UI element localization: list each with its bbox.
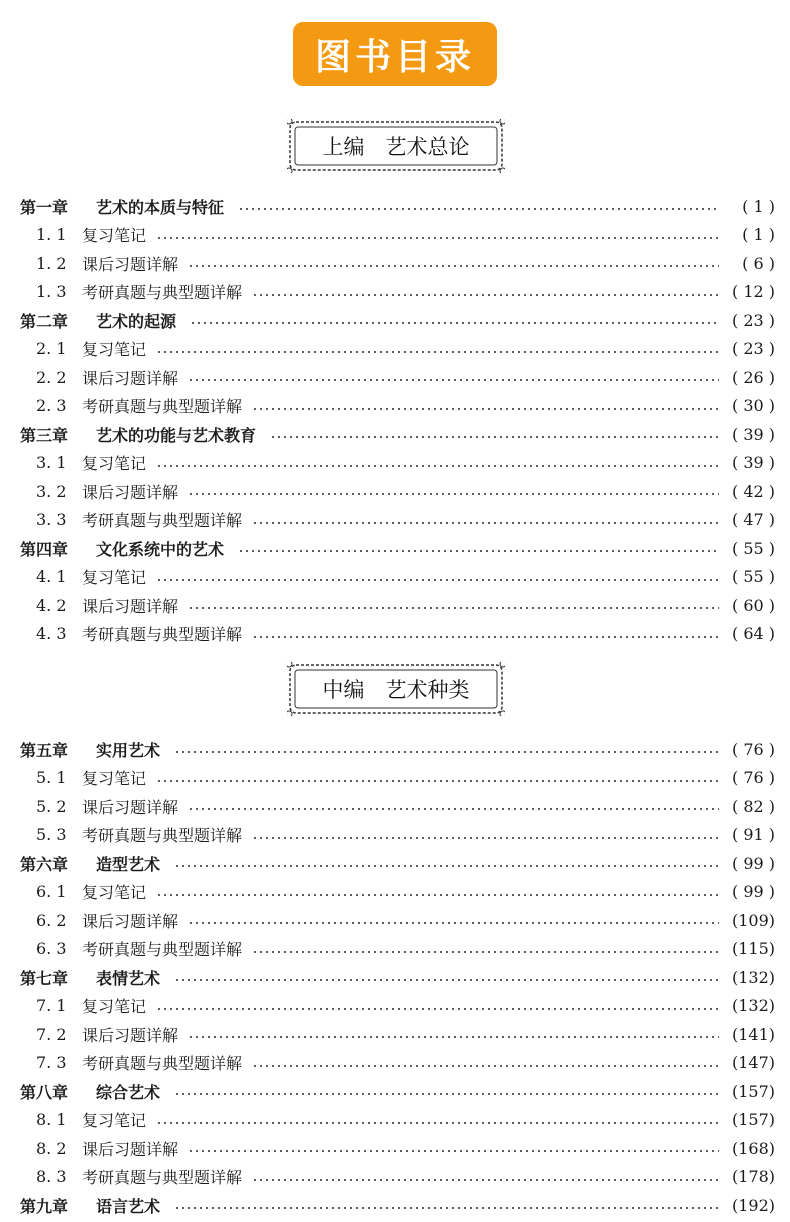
toc-part-upper	[20, 192, 775, 648]
section-title: 考研真题与典型题详解	[82, 1168, 243, 1188]
toc-section-row	[20, 392, 775, 421]
dot-leader	[174, 865, 719, 867]
toc-section-row	[20, 792, 775, 821]
toc-section-row	[20, 449, 775, 478]
toc-section-row	[20, 363, 775, 392]
section-title: 课后习题详解	[82, 368, 179, 388]
page-number: ( 1 )	[742, 225, 775, 245]
page-number: ( 30 )	[731, 396, 775, 416]
toc-section-row	[20, 1163, 775, 1192]
dot-leader	[156, 1122, 719, 1124]
page-number: ( 47 )	[731, 510, 775, 530]
section-title: 复习笔记	[82, 883, 147, 903]
section-title: 课后习题详解	[82, 482, 179, 502]
toc-section-row	[20, 506, 775, 535]
dot-leader	[270, 436, 719, 438]
section-number: 8. 3	[36, 1167, 67, 1187]
chapter-title: 造型艺术	[96, 854, 161, 874]
toc-section-row	[20, 1106, 775, 1135]
toc-chapter-row	[20, 963, 775, 992]
toc-chapter-row	[20, 192, 775, 221]
dot-leader	[156, 894, 719, 896]
section-title: 考研真题与典型题详解	[82, 397, 243, 417]
dot-leader	[188, 379, 719, 381]
toc-section-row	[20, 620, 775, 649]
toc-part-middle	[20, 735, 775, 1220]
dot-leader	[252, 522, 719, 524]
toc-section-row	[20, 1134, 775, 1163]
chapter-title: 实用艺术	[96, 740, 161, 760]
chapter-title: 艺术的功能与艺术教育	[96, 425, 257, 445]
dot-leader	[252, 837, 719, 839]
part-heading: 上编 艺术总论	[322, 135, 470, 159]
section-number: 5. 3	[36, 825, 67, 845]
section-title: 考研真题与典型题详解	[82, 283, 243, 303]
dot-leader	[252, 408, 719, 410]
page-number: ( 6 )	[742, 253, 775, 273]
chapter-number: 第四章	[20, 539, 69, 559]
dot-leader	[188, 1150, 719, 1152]
section-title: 复习笔记	[82, 769, 147, 789]
dot-leader	[156, 1008, 719, 1010]
dot-leader	[188, 265, 719, 267]
section-title: 课后习题详解	[82, 1139, 179, 1159]
page-number: (157)	[731, 1081, 775, 1101]
page-number: (141)	[731, 1024, 775, 1044]
part-heading: 中编 艺术种类	[322, 678, 470, 702]
section-title: 考研真题与典型题详解	[82, 511, 243, 531]
toc-chapter-row	[20, 1191, 775, 1220]
section-number: 1. 2	[36, 253, 67, 273]
section-title: 课后习题详解	[82, 1025, 179, 1045]
section-number: 2. 3	[36, 396, 67, 416]
dot-leader	[188, 607, 719, 609]
section-number: 4. 1	[36, 567, 67, 587]
section-number: 3. 3	[36, 510, 67, 530]
toc-chapter-row	[20, 1077, 775, 1106]
section-number: 1. 3	[36, 282, 67, 302]
toc-section-row	[20, 821, 775, 850]
chapter-title: 艺术的本质与特征	[96, 197, 225, 217]
page-number: ( 76 )	[731, 768, 775, 788]
dot-leader	[188, 493, 719, 495]
section-title: 复习笔记	[82, 226, 147, 246]
section-number: 5. 1	[36, 768, 67, 788]
toc-section-row	[20, 1049, 775, 1078]
page-number: ( 60 )	[731, 595, 775, 615]
toc-chapter-row	[20, 534, 775, 563]
chapter-number: 第七章	[20, 968, 69, 988]
section-number: 1. 1	[36, 225, 67, 245]
toc-section-row	[20, 878, 775, 907]
part-heading-frame	[287, 119, 505, 173]
page-number: ( 55 )	[731, 567, 775, 587]
toc-section-row	[20, 221, 775, 250]
chapter-title: 艺术的起源	[96, 311, 177, 331]
page-title: 图书目录	[314, 36, 475, 78]
toc-section-row	[20, 935, 775, 964]
page-number: ( 82 )	[731, 796, 775, 816]
dot-leader	[188, 1036, 719, 1038]
dot-leader	[174, 979, 719, 981]
section-title: 复习笔记	[82, 568, 147, 588]
dot-leader	[238, 208, 719, 210]
dot-leader	[156, 351, 719, 353]
page-number: (115)	[731, 939, 775, 959]
section-number: 6. 3	[36, 939, 67, 959]
section-title: 考研真题与典型题详解	[82, 1054, 243, 1074]
section-title: 复习笔记	[82, 454, 147, 474]
dot-leader	[252, 951, 719, 953]
section-number: 7. 2	[36, 1024, 67, 1044]
toc-section-row	[20, 477, 775, 506]
dot-leader	[252, 1065, 719, 1067]
toc-section-row	[20, 591, 775, 620]
dot-leader	[156, 579, 719, 581]
dot-leader	[174, 1207, 719, 1209]
section-number: 3. 1	[36, 453, 67, 473]
toc-section-row	[20, 906, 775, 935]
dot-leader	[156, 780, 719, 782]
chapter-number: 第三章	[20, 425, 69, 445]
section-title: 复习笔记	[82, 340, 147, 360]
page-number: ( 99 )	[731, 853, 775, 873]
page-title-badge	[293, 22, 497, 86]
section-title: 课后习题详解	[82, 596, 179, 616]
dot-leader	[174, 751, 719, 753]
page-number: ( 42 )	[731, 481, 775, 501]
page-number: ( 55 )	[731, 538, 775, 558]
chapter-number: 第八章	[20, 1082, 69, 1102]
page-number: ( 39 )	[731, 453, 775, 473]
toc-section-row	[20, 563, 775, 592]
dot-leader	[252, 1179, 719, 1181]
section-title: 考研真题与典型题详解	[82, 826, 243, 846]
page-number: (178)	[731, 1167, 775, 1187]
toc-chapter-row	[20, 420, 775, 449]
page-number: ( 99 )	[731, 882, 775, 902]
page-number: ( 91 )	[731, 825, 775, 845]
page-number: ( 64 )	[731, 624, 775, 644]
section-title: 课后习题详解	[82, 911, 179, 931]
section-number: 6. 1	[36, 882, 67, 902]
toc-section-row	[20, 992, 775, 1021]
page-number: (168)	[731, 1138, 775, 1158]
section-title: 考研真题与典型题详解	[82, 625, 243, 645]
toc-chapter-row	[20, 306, 775, 335]
dot-leader	[190, 322, 719, 324]
part-heading-frame	[287, 662, 505, 716]
toc-section-row	[20, 1020, 775, 1049]
section-title: 复习笔记	[82, 997, 147, 1017]
section-number: 2. 2	[36, 367, 67, 387]
dot-leader	[188, 922, 719, 924]
section-title: 课后习题详解	[82, 254, 179, 274]
dot-leader	[188, 808, 719, 810]
page-number: (132)	[731, 996, 775, 1016]
dot-leader	[252, 294, 719, 296]
toc-chapter-row	[20, 849, 775, 878]
page-number: ( 26 )	[731, 367, 775, 387]
section-title: 考研真题与典型题详解	[82, 940, 243, 960]
section-number: 2. 1	[36, 339, 67, 359]
section-number: 4. 2	[36, 595, 67, 615]
section-number: 3. 2	[36, 481, 67, 501]
dot-leader	[156, 237, 719, 239]
section-number: 6. 2	[36, 910, 67, 930]
page-number: (147)	[731, 1053, 775, 1073]
page-number: (109)	[731, 910, 775, 930]
chapter-title: 表情艺术	[96, 968, 161, 988]
page-number: ( 76 )	[731, 739, 775, 759]
dot-leader	[174, 1093, 719, 1095]
section-number: 8. 1	[36, 1110, 67, 1130]
toc-chapter-row	[20, 735, 775, 764]
dot-leader	[238, 550, 719, 552]
chapter-number: 第九章	[20, 1196, 69, 1216]
chapter-title: 文化系统中的艺术	[96, 539, 225, 559]
chapter-number: 第六章	[20, 854, 69, 874]
page-number: ( 12 )	[731, 282, 775, 302]
chapter-number: 第一章	[20, 197, 69, 217]
section-number: 8. 2	[36, 1138, 67, 1158]
chapter-title: 综合艺术	[96, 1082, 161, 1102]
section-number: 5. 2	[36, 796, 67, 816]
page-number: ( 23 )	[731, 339, 775, 359]
page-number: (132)	[731, 967, 775, 987]
section-title: 课后习题详解	[82, 797, 179, 817]
page-number: ( 23 )	[731, 310, 775, 330]
chapter-number: 第五章	[20, 740, 69, 760]
toc-section-row	[20, 278, 775, 307]
section-title: 复习笔记	[82, 1111, 147, 1131]
section-number: 7. 1	[36, 996, 67, 1016]
chapter-title: 语言艺术	[96, 1196, 161, 1216]
page-number: ( 1 )	[742, 196, 775, 216]
page-number: (157)	[731, 1110, 775, 1130]
chapter-number: 第二章	[20, 311, 69, 331]
page-number: ( 39 )	[731, 424, 775, 444]
section-number: 7. 3	[36, 1053, 67, 1073]
toc-section-row	[20, 335, 775, 364]
toc-section-row	[20, 249, 775, 278]
dot-leader	[156, 465, 719, 467]
section-number: 4. 3	[36, 624, 67, 644]
dot-leader	[252, 636, 719, 638]
toc-section-row	[20, 764, 775, 793]
page-number: (192)	[731, 1195, 775, 1215]
